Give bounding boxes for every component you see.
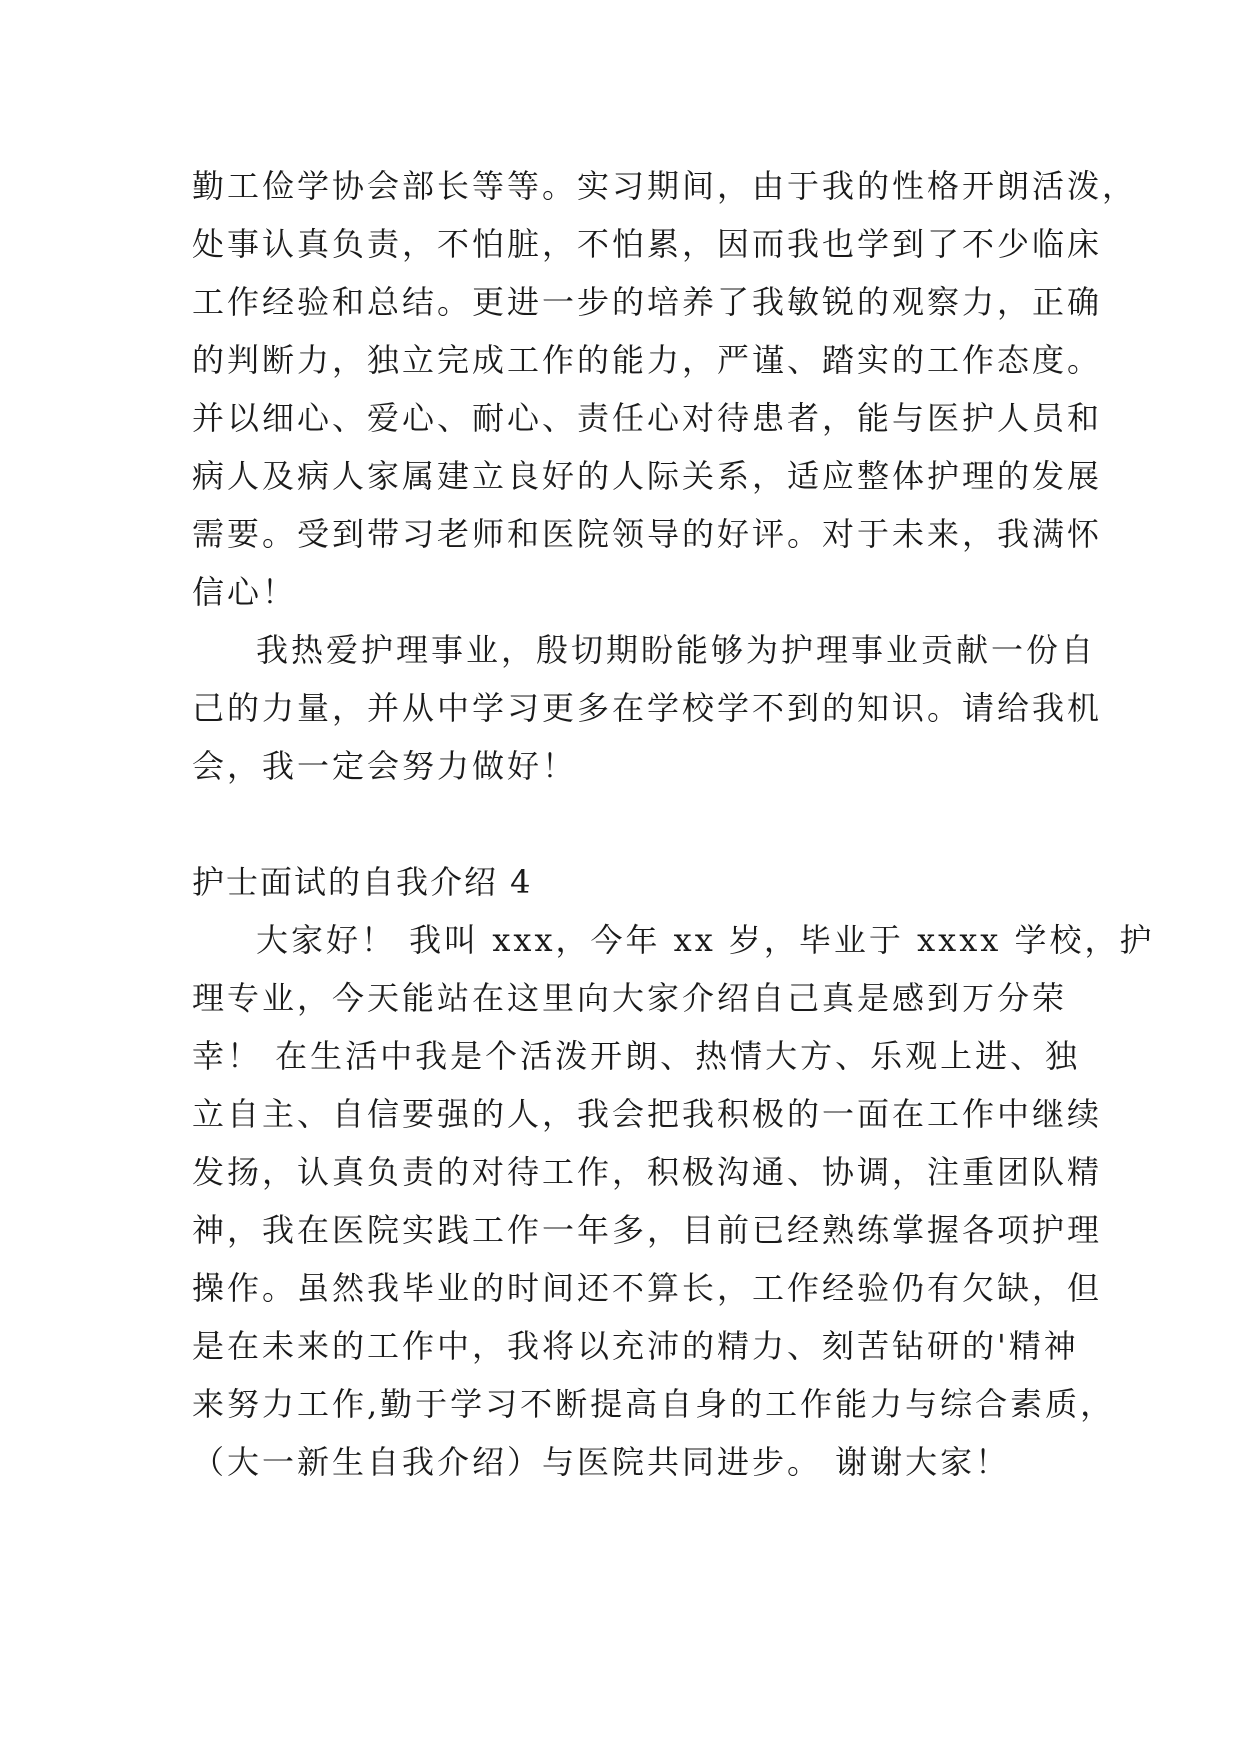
paragraph-line: 会，我一定会努力做好！: [192, 747, 578, 785]
paragraph-line: （大一新生自我介绍）与医院共同进步。 谢谢大家！: [192, 1443, 1011, 1481]
section-heading: 护士面试的自我介绍 4: [192, 863, 533, 901]
paragraph-line: 信心！: [192, 573, 298, 611]
paragraph-line: 我热爱护理事业，殷切期盼能够为护理事业贡献一份自: [256, 631, 1097, 669]
paragraph-line: 需要。受到带习老师和医院领导的好评。对于未来，我满怀: [192, 515, 1103, 553]
paragraph-line: 幸！ 在生活中我是个活泼开朗、热情大方、乐观上进、独: [192, 1037, 1081, 1075]
paragraph-line: 发扬，认真负责的对待工作，积极沟通、协调，注重团队精: [192, 1153, 1103, 1191]
paragraph-line: 勤工俭学协会部长等等。实习期间，由于我的性格开朗活泼，: [192, 167, 1138, 205]
paragraph-line: 是在未来的工作中，我将以充沛的精力、刻苦钻研的'精神: [192, 1327, 1079, 1365]
paragraph-line: 神，我在医院实践工作一年多，目前已经熟练掌握各项护理: [192, 1211, 1103, 1249]
paragraph-line: 并以细心、爱心、耐心、责任心对待患者，能与医护人员和: [192, 399, 1103, 437]
paragraph-line: 的判断力，独立完成工作的能力，严谨、踏实的工作态度。: [192, 341, 1103, 379]
paragraph-line: 工作经验和总结。更进一步的培养了我敏锐的观察力，正确: [192, 283, 1103, 321]
paragraph-line: 操作。虽然我毕业的时间还不算长，工作经验仍有欠缺，但: [192, 1269, 1103, 1307]
paragraph-line: 己的力量，并从中学习更多在学校学不到的知识。请给我机: [192, 689, 1103, 727]
paragraph-line: 立自主、自信要强的人，我会把我积极的一面在工作中继续: [192, 1095, 1103, 1133]
paragraph-line: 处事认真负责，不怕脏，不怕累，因而我也学到了不少临床: [192, 225, 1103, 263]
paragraph-line: 理专业，今天能站在这里向大家介绍自己真是感到万分荣: [192, 979, 1068, 1017]
paragraph-line: 大家好！ 我叫 xxx，今年 xx 岁，毕业于 xxxx 学校，护: [256, 921, 1155, 959]
paragraph-line: 病人及病人家属建立良好的人际关系，适应整体护理的发展: [192, 457, 1103, 495]
paragraph-line: 来努力工作,勤于学习不断提高自身的工作能力与综合素质，: [192, 1385, 1116, 1423]
